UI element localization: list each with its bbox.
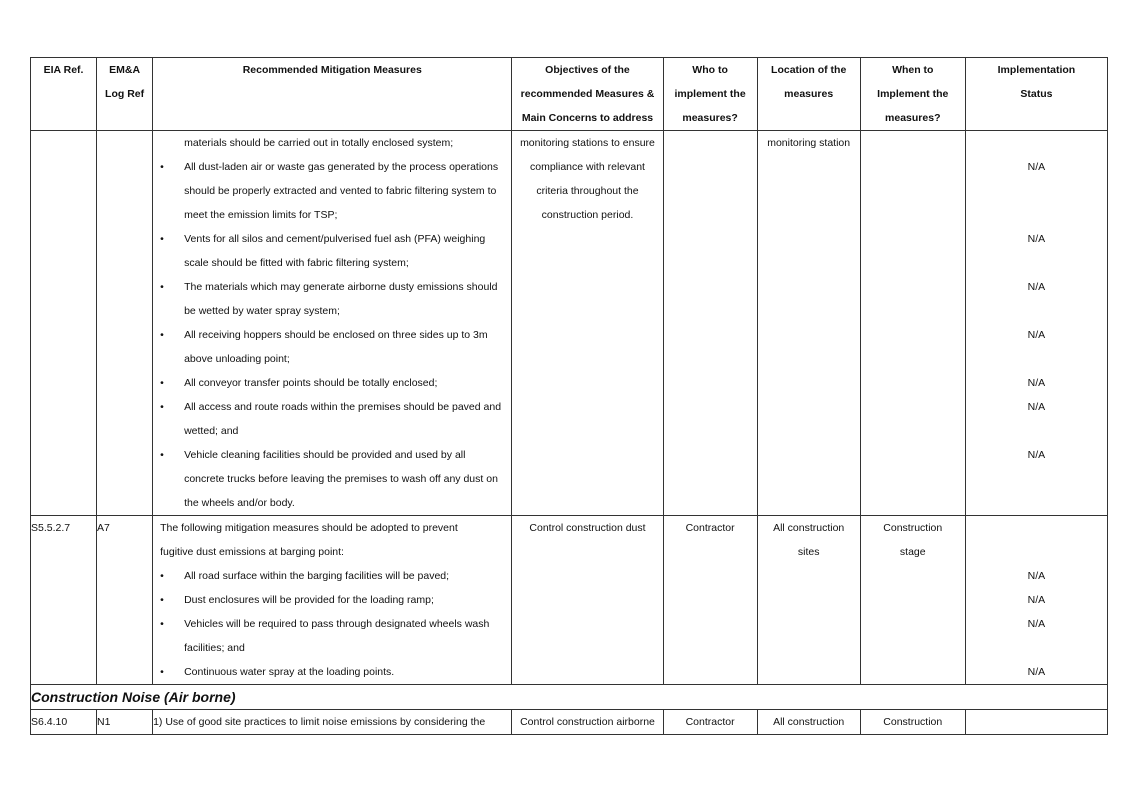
status-cell xyxy=(965,131,1107,516)
bullet-item xyxy=(153,395,511,419)
location-cell xyxy=(757,516,860,685)
location-line: sites xyxy=(797,546,820,558)
bullet-icon: • xyxy=(160,401,164,413)
objective-line: monitoring stations to ensure xyxy=(520,137,655,149)
measure-text: meet the emission limits for TSP; xyxy=(184,209,338,221)
status-value xyxy=(966,491,1107,515)
status-value: N/A xyxy=(1027,570,1046,582)
header-who-to-implement: Who to implement the measures? xyxy=(663,58,757,131)
text-line xyxy=(153,540,511,564)
measure-text: wetted; and xyxy=(184,425,239,437)
bullet-icon: • xyxy=(160,449,164,461)
status-value: N/A xyxy=(1027,666,1046,678)
bullet-icon: • xyxy=(160,377,164,389)
status-value xyxy=(966,131,1107,155)
measure-text: should be properly extracted and vented to fabric filtering system to xyxy=(184,185,497,197)
location-cell xyxy=(757,131,860,516)
measure-text: above unloading point; xyxy=(184,353,290,365)
status-value: N/A xyxy=(1027,281,1046,293)
measures-cell xyxy=(153,131,512,516)
bullet-icon: • xyxy=(160,666,164,678)
objectives-cell xyxy=(512,516,663,685)
location-cell: All construction xyxy=(757,710,860,735)
status-value: N/A xyxy=(1027,449,1046,461)
status-value xyxy=(966,179,1107,203)
bullet-item xyxy=(153,588,511,612)
measure-text: The following mitigation measures should be adopted to prevent xyxy=(160,522,458,534)
location-line: monitoring station xyxy=(767,137,851,149)
when-cell xyxy=(860,516,965,685)
bullet-icon: • xyxy=(160,329,164,341)
bullet-icon: • xyxy=(160,594,164,606)
table-row xyxy=(31,131,1108,516)
objective-line: criteria throughout the xyxy=(536,185,639,197)
bullet-icon: • xyxy=(160,161,164,173)
text-line xyxy=(153,251,511,275)
status-value xyxy=(966,540,1107,564)
header-objectives: Objectives of the recommended Measures & Main Concerns to address xyxy=(512,58,663,131)
status-value xyxy=(966,419,1107,443)
measures-cell: 1) Use of good site practices to limit noise emissions by considering the xyxy=(153,710,512,735)
text-line xyxy=(153,491,511,515)
status-cell xyxy=(965,516,1107,685)
measure-text: All dust-laden air or waste gas generated by the process operations xyxy=(184,161,499,173)
text-line xyxy=(153,636,511,660)
eia-ref-cell: S6.4.10 xyxy=(31,710,97,735)
objective-line: Control construction dust xyxy=(529,522,646,534)
header-eia-ref: EIA Ref. xyxy=(31,58,97,131)
text-line xyxy=(153,179,511,203)
bullet-item xyxy=(153,323,511,347)
when-cell xyxy=(860,131,965,516)
measure-text: facilities; and xyxy=(184,642,245,654)
status-value: N/A xyxy=(1027,161,1046,173)
measure-text: materials should be carried out in totally enclosed system; xyxy=(184,137,454,149)
header-recommended-measures: Recommended Mitigation Measures xyxy=(153,58,512,131)
status-value xyxy=(966,299,1107,323)
status-value xyxy=(966,516,1107,540)
measure-text: concrete trucks before leaving the premises to wash off any dust on xyxy=(184,473,498,485)
status-value xyxy=(966,203,1107,227)
objectives-cell: Control construction airborne xyxy=(512,710,663,735)
status-value: N/A xyxy=(1027,594,1046,606)
who-cell xyxy=(663,516,757,685)
bullet-icon: • xyxy=(160,570,164,582)
bullet-icon: • xyxy=(160,233,164,245)
measure-text: The materials which may generate airborne dusty emissions should xyxy=(184,281,498,293)
text-line xyxy=(153,203,511,227)
table-row xyxy=(31,516,1108,685)
table-row xyxy=(31,710,1108,735)
status-value: N/A xyxy=(1027,233,1046,245)
measure-text: Dust enclosures will be provided for the loading ramp; xyxy=(184,594,434,606)
status-value xyxy=(966,467,1107,491)
text-line xyxy=(153,467,511,491)
objectives-cell xyxy=(512,131,663,516)
eia-ref-cell xyxy=(31,131,97,516)
status-value: N/A xyxy=(1027,618,1046,630)
objective-line: construction period. xyxy=(541,209,634,221)
status-cell xyxy=(965,710,1107,735)
when-line: stage xyxy=(899,546,926,558)
measure-text: All access and route roads within the premises should be paved and xyxy=(184,401,502,413)
status-value xyxy=(966,347,1107,371)
who-cell: Contractor xyxy=(663,710,757,735)
eia-ref-cell: S5.5.2.7 xyxy=(31,516,97,685)
header-implementation-status: Implementation Status xyxy=(965,58,1107,131)
status-value: N/A xyxy=(1027,329,1046,341)
bullet-item xyxy=(153,275,511,299)
status-value xyxy=(966,636,1107,660)
who-cell xyxy=(663,131,757,516)
text-line xyxy=(153,299,511,323)
log-ref-cell xyxy=(97,131,153,516)
mitigation-measures-table xyxy=(30,57,1108,735)
header-when-to-implement: When to Implement the measures? xyxy=(860,58,965,131)
status-value: N/A xyxy=(1027,401,1046,413)
measure-text: All conveyor transfer points should be totally enclosed; xyxy=(184,377,438,389)
measure-text: scale should be fitted with fabric filtering system; xyxy=(184,257,409,269)
bullet-icon: • xyxy=(160,618,164,630)
objective-line: compliance with relevant xyxy=(529,161,645,173)
status-value xyxy=(966,251,1107,275)
location-line: All construction xyxy=(773,522,845,534)
bullet-icon: • xyxy=(160,281,164,293)
text-line xyxy=(153,131,511,155)
measure-text: be wetted by water spray system; xyxy=(184,305,340,317)
bullet-item xyxy=(153,612,511,636)
log-ref-cell: A7 xyxy=(97,516,153,685)
bullet-item xyxy=(153,443,511,467)
section-heading-row xyxy=(31,685,1108,710)
measure-text: All receiving hoppers should be enclosed on three sides up to 3m xyxy=(184,329,488,341)
status-value: N/A xyxy=(1027,377,1046,389)
who-line: Contractor xyxy=(685,522,735,534)
measure-text: Vents for all silos and cement/pulverised fuel ash (PFA) weighing xyxy=(184,233,486,245)
measure-text: fugitive dust emissions at barging point: xyxy=(160,546,344,558)
measure-text: the wheels and/or body. xyxy=(184,497,295,509)
bullet-item xyxy=(153,155,511,179)
bullet-item xyxy=(153,227,511,251)
when-cell: Construction xyxy=(860,710,965,735)
measure-text: Continuous water spray at the loading points. xyxy=(184,666,395,678)
measures-cell xyxy=(153,516,512,685)
section-heading: Construction Noise (Air borne) xyxy=(31,685,1108,710)
text-line xyxy=(153,516,511,540)
bullet-item xyxy=(153,660,511,684)
table-header-row xyxy=(31,58,1108,131)
header-emna-log-ref: EM&A Log Ref xyxy=(97,58,153,131)
measure-text: Vehicles will be required to pass through designated wheels wash xyxy=(184,618,490,630)
bullet-item xyxy=(153,564,511,588)
text-line xyxy=(153,347,511,371)
measure-text: All road surface within the barging facilities will be paved; xyxy=(184,570,450,582)
measure-text: Vehicle cleaning facilities should be provided and used by all xyxy=(184,449,466,461)
header-location: Location of the measures xyxy=(757,58,860,131)
bullet-item xyxy=(153,371,511,395)
text-line xyxy=(153,419,511,443)
log-ref-cell: N1 xyxy=(97,710,153,735)
when-line: Construction xyxy=(883,522,943,534)
